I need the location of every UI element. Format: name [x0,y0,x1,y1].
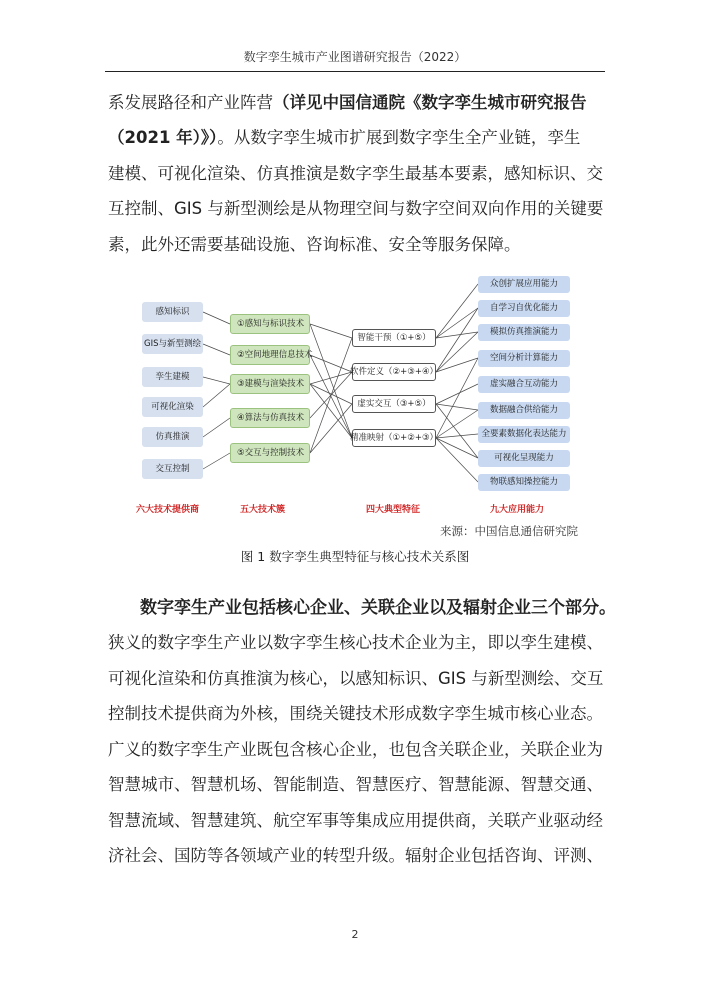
para1-line-1: 系发展路径和产业阵营（详见中国信通院《数字孪生城市研究报告 [108,93,587,112]
figure-source: 来源：中国信息通信研究院 [440,524,578,538]
capability-box: 数据融合供给能力 [478,402,570,419]
capability-box: 全要素数据化表达能力 [478,426,570,443]
running-header: 数字孪生城市产业图谱研究报告（2022） [243,50,467,64]
provider-box: 孪生建模 [142,367,203,387]
capability-box: 虚实融合互动能力 [478,376,570,393]
tech-cluster-box: ②空间地理信息技术 [230,345,310,365]
tech-cluster-box: ④算法与仿真技术 [230,408,310,428]
capability-box: 自学习自优化能力 [478,300,570,317]
provider-box: 感知标识 [142,302,203,322]
feature-box: 软件定义（②+③+④） [352,363,436,381]
para2-line-5: 智慧城市、智慧机场、智能制造、智慧医疗、智慧能源、智慧交通、 [108,775,603,794]
column-label-features: 四大典型特征 [366,505,421,515]
feature-box: 智能干预（①+⑤） [352,329,436,347]
page-number: 2 [351,928,359,941]
feature-box: 虚实交互（③+⑤） [352,395,436,413]
para1-line-5: 素，此外还需要基础设施、咨询标准、安全等服务保障。 [108,235,521,254]
capability-box: 众创扩展应用能力 [478,276,570,293]
para1-line-4: 互控制、GIS 与新型测绘是从物理空间与数字空间双向作用的关键要 [108,199,604,218]
capability-box: 空间分析计算能力 [478,350,570,367]
header-rule [105,71,605,72]
provider-box: 可视化渲染 [142,397,203,417]
provider-box: 交互控制 [142,459,203,479]
para1-line-3: 建模、可视化渲染、仿真推演是数字孪生最基本要素，感知标识、交 [108,164,603,183]
column-label-clusters: 五大技术簇 [240,505,286,515]
para2-line-7: 济社会、国防等各领域产业的转型升级。辐射企业包括咨询、评测、 [108,846,603,865]
para2-line-3: 控制技术提供商为外核，围绕关键技术形成数字孪生城市核心业态。 [108,704,603,723]
capability-box: 物联感知操控能力 [478,474,570,491]
para2-line-6: 智慧流域、智慧建筑、航空军事等集成应用提供商，关联产业驱动经 [108,811,603,830]
column-label-capabilities: 九大应用能力 [490,505,545,515]
capability-box: 可视化呈现能力 [478,450,570,467]
tech-cluster-box: ③建模与渲染技术 [230,374,310,394]
para2-line-2: 可视化渲染和仿真推演为核心，以感知标识、GIS 与新型测绘、交互 [108,669,604,688]
column-label-providers: 六大技术提供商 [136,505,200,515]
para1-line-2: （2021 年）》）。从数字孪生城市扩展到数字孪生全产业链，孪生 [108,128,581,147]
tech-cluster-box: ⑤交互与控制技术 [230,443,310,463]
figure-caption: 图 1 数字孪生典型特征与核心技术关系图 [240,549,470,564]
para2-heading: 数字孪生产业包括核心企业、关联企业以及辐射企业三个部分。 [140,598,616,618]
para2-line-1: 狭义的数字孪生产业以数字孪生核心技术企业为主，即以孪生建模、 [108,633,603,652]
para2-line-4: 广义的数字孪生产业既包含核心企业，也包含关联企业，关联企业为 [108,740,603,759]
capability-box: 模拟仿真推演能力 [478,324,570,341]
provider-box: GIS与新型测绘 [142,334,203,354]
tech-relationship-diagram [130,276,600,516]
feature-box: 精准映射（①+②+③） [352,429,436,447]
tech-cluster-box: ①感知与标识技术 [230,314,310,334]
provider-box: 仿真推演 [142,427,203,447]
